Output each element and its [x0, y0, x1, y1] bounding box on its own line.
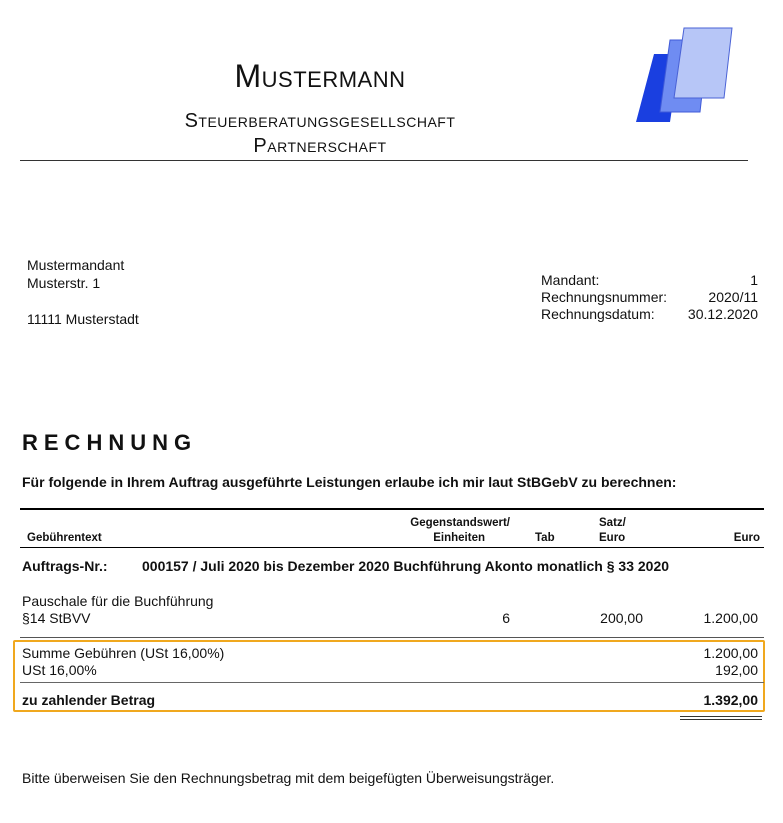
recipient-name: Mustermandant: [27, 257, 125, 273]
company-name: Mustermann: [234, 58, 406, 94]
header-tab: Tab: [535, 532, 555, 544]
meta-row-invoice-number: [541, 289, 758, 306]
sum-label: Summe Gebühren (USt 16,00%): [22, 645, 225, 661]
meta-value: 30.12.2020: [687, 306, 758, 322]
footer-note: Bitte überweisen Sie den Rechnungsbetrag mit dem beigefügten Überweisungsträger.: [22, 770, 555, 786]
meta-label: Mandant:: [541, 272, 600, 288]
table-top-rule: [20, 508, 764, 510]
sum-value: 1.200,00: [703, 645, 758, 661]
item-amount: 1.200,00: [703, 610, 758, 626]
recipient-street: Musterstr. 1: [27, 275, 101, 291]
header-gebuehrentext: Gebührentext: [27, 532, 102, 544]
header-divider: [20, 160, 748, 161]
total-value: 1.392,00: [703, 692, 758, 708]
company-subtitle-line1: Steuerberatungsgesellschaft: [184, 110, 456, 132]
company-subtitle-line2: Partnerschaft: [253, 135, 387, 157]
meta-label: Rechnungsdatum:: [541, 306, 655, 322]
header-rate-line2: Euro: [599, 532, 626, 544]
item-description-line2: §14 StBVV: [22, 610, 91, 626]
meta-label: Rechnungsnummer:: [541, 289, 668, 305]
stacked-sheets-logo-icon: [632, 26, 742, 126]
item-rate: 200,00: [600, 610, 643, 626]
total-separator: [20, 682, 764, 683]
order-number-text: 000157 / Juli 2020 bis Dezember 2020 Buchführung Akonto monatlich § 33 2020: [142, 558, 670, 574]
invoice-meta: [541, 272, 758, 323]
vat-label: USt 16,00%: [22, 662, 97, 678]
meta-row-client: [541, 272, 758, 289]
order-number-label: Auftrags-Nr.:: [22, 558, 108, 574]
document-title: RECHNUNG: [22, 430, 198, 455]
meta-row-invoice-date: [541, 306, 758, 323]
item-units: 6: [502, 610, 510, 626]
header-value-line2: Einheiten: [433, 532, 485, 544]
meta-value: 2020/11: [708, 289, 758, 305]
vat-value: 192,00: [715, 662, 758, 678]
totals-separator: [20, 637, 764, 638]
table-header-rule: [20, 547, 764, 548]
total-label: zu zahlender Betrag: [22, 692, 156, 708]
total-underline-1: [680, 716, 762, 717]
recipient-city: 11111 Musterstadt: [27, 311, 139, 327]
total-underline-2: [680, 719, 762, 720]
intro-text: Für folgende in Ihrem Auftrag ausgeführte Leistungen erlaube ich mir laut StBGebV zu berechnen:: [22, 474, 677, 490]
header-rate-line1: Satz/: [599, 517, 626, 529]
meta-value: 1: [750, 272, 758, 288]
item-description-line1: Pauschale für die Buchführung: [22, 593, 214, 609]
header-value-line1: Gegenstandswert/: [410, 517, 510, 529]
header-euro: Euro: [733, 532, 760, 544]
